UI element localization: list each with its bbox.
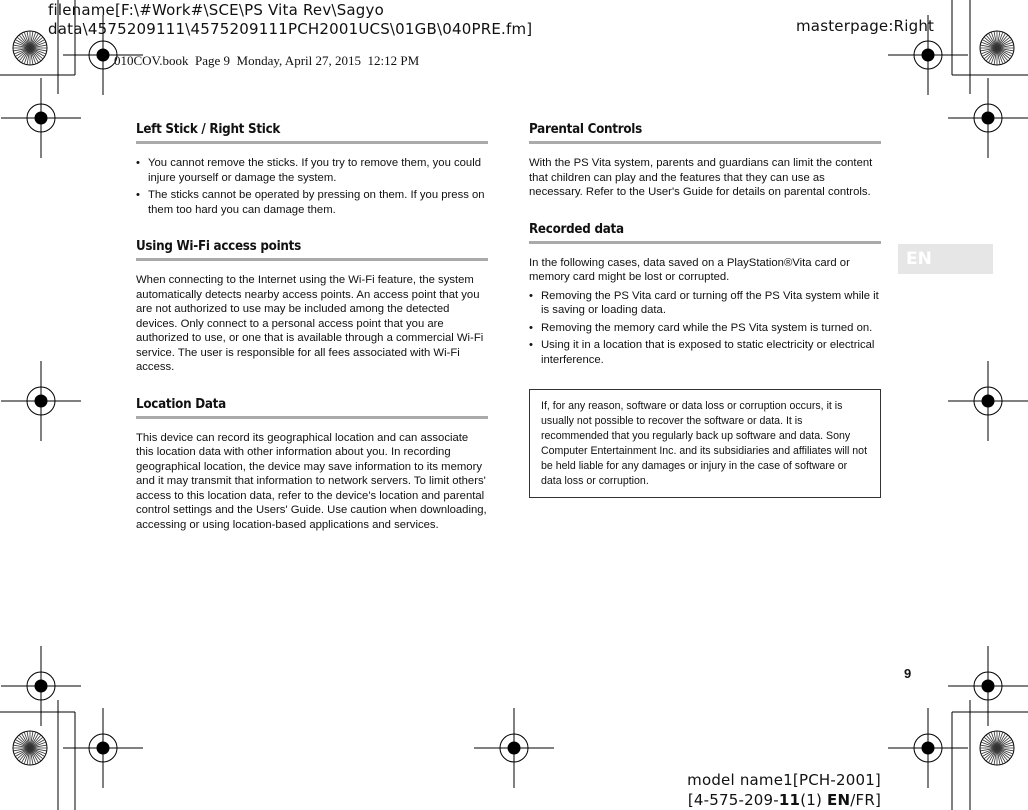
section-body: This device can record its geographical location and can associate this location data with other information about you. In recording geographical location, the device may save information to its memory and it may transmit that information to network servers. To limit others' access to this location data, refer to the device's location and parental control settings and the Users' Guide. Use caution when downloading, accessing or using location-based applications and services. xyxy=(136,431,487,531)
crosshair-icon xyxy=(888,708,968,788)
bullet-item: • The sticks cannot be operated by pressing on them. If you press on them too hard you can damage them. xyxy=(136,188,488,217)
section-heading: Left Stick / Right Stick xyxy=(136,122,281,137)
crosshair-icon xyxy=(948,646,1028,726)
bullet-item: • Removing the memory card while the PS Vita system is turned on. xyxy=(529,321,881,336)
starburst-icon xyxy=(980,31,1014,65)
starburst-icon xyxy=(13,31,47,65)
data-loss-notice: If, for any reason, software or data loss or corruption occurs, it is usually not possible to recover the software or data. It is recommended that you regularly back up software and data. Sony Computer Entertainment Inc. and its subsidiaries and affiliates will not be held liable for any damages or injury in the case of software or data loss or corruption. xyxy=(529,389,881,498)
page-number: 9 xyxy=(904,666,912,681)
section-parental xyxy=(529,122,881,200)
bullet-item: • Removing the PS Vita card or turning off the PS Vita system while it is saving or loading data. xyxy=(529,289,881,318)
section-body: In the following cases, data saved on a PlayStation®Vita card or memory card might be lost or corrupted. xyxy=(529,256,850,283)
section-heading: Location Data xyxy=(136,396,226,412)
bullet-item: • You cannot remove the sticks. If you try to remove them, you could injure yourself or damage the system. xyxy=(136,156,488,185)
bullet-item: • Using it in a location that is exposed to static electricity or electrical interference. xyxy=(529,338,881,367)
section-heading: Parental Controls xyxy=(529,122,642,137)
filename-line2: data\4575209111\4575209111PCH2001UCS\01GB\040PRE.fm] xyxy=(48,20,533,38)
book-info: 010COV.book Page 9 Monday, April 27, 2015 12:12 PM xyxy=(114,53,420,68)
right-column xyxy=(529,122,881,498)
code-prefix: [4-575-209- xyxy=(687,791,779,809)
masterpage-label: masterpage:Right xyxy=(796,17,935,35)
section-heading: Using Wi-Fi access points xyxy=(136,239,301,254)
code-lang: EN xyxy=(827,791,851,809)
code-mid: (1) xyxy=(800,791,828,809)
section-heading: Recorded data xyxy=(529,221,624,237)
section-location xyxy=(136,397,488,533)
heading-rule xyxy=(136,141,488,144)
crosshair-icon xyxy=(1,78,81,158)
language-tab: EN xyxy=(898,244,993,274)
crosshair-icon xyxy=(1,361,81,441)
heading-rule xyxy=(529,141,881,144)
heading-rule xyxy=(136,258,488,261)
model-name: model name1[PCH-2001] xyxy=(687,771,881,789)
section-body: When connecting to the Internet using the Wi-Fi feature, the system automatically detects nearby access points. An access point that you are not authorized to use may be included among the detected devices. Only connect to a personal access point that you are authorized to use, or one that is available through a commercial Wi-Fi service. The user is responsible for all fees associated with Wi-Fi access. xyxy=(136,274,484,373)
heading-rule xyxy=(529,241,881,244)
section-sticks xyxy=(136,122,488,217)
section-body: With the PS Vita system, parents and guardians can limit the content that children can play and the features that they can use as necessary. Refer to the User's Guide for details on parental controls. xyxy=(529,157,873,198)
code-suffix: /FR] xyxy=(850,791,881,809)
left-column xyxy=(136,122,488,554)
crosshair-icon xyxy=(948,78,1028,158)
part-code xyxy=(688,790,881,810)
crosshair-icon xyxy=(948,361,1028,441)
section-wifi xyxy=(136,239,488,375)
heading-rule xyxy=(136,416,488,419)
starburst-icon xyxy=(13,731,47,765)
code-bold: 11 xyxy=(778,791,801,809)
section-recorded xyxy=(529,222,881,368)
starburst-icon xyxy=(980,731,1014,765)
filename-line1: filename[F:\#Work#\SCE\PS Vita Rev\Sagyo xyxy=(48,1,384,19)
crosshair-icon xyxy=(474,708,554,788)
crosshair-icon xyxy=(1,646,81,726)
